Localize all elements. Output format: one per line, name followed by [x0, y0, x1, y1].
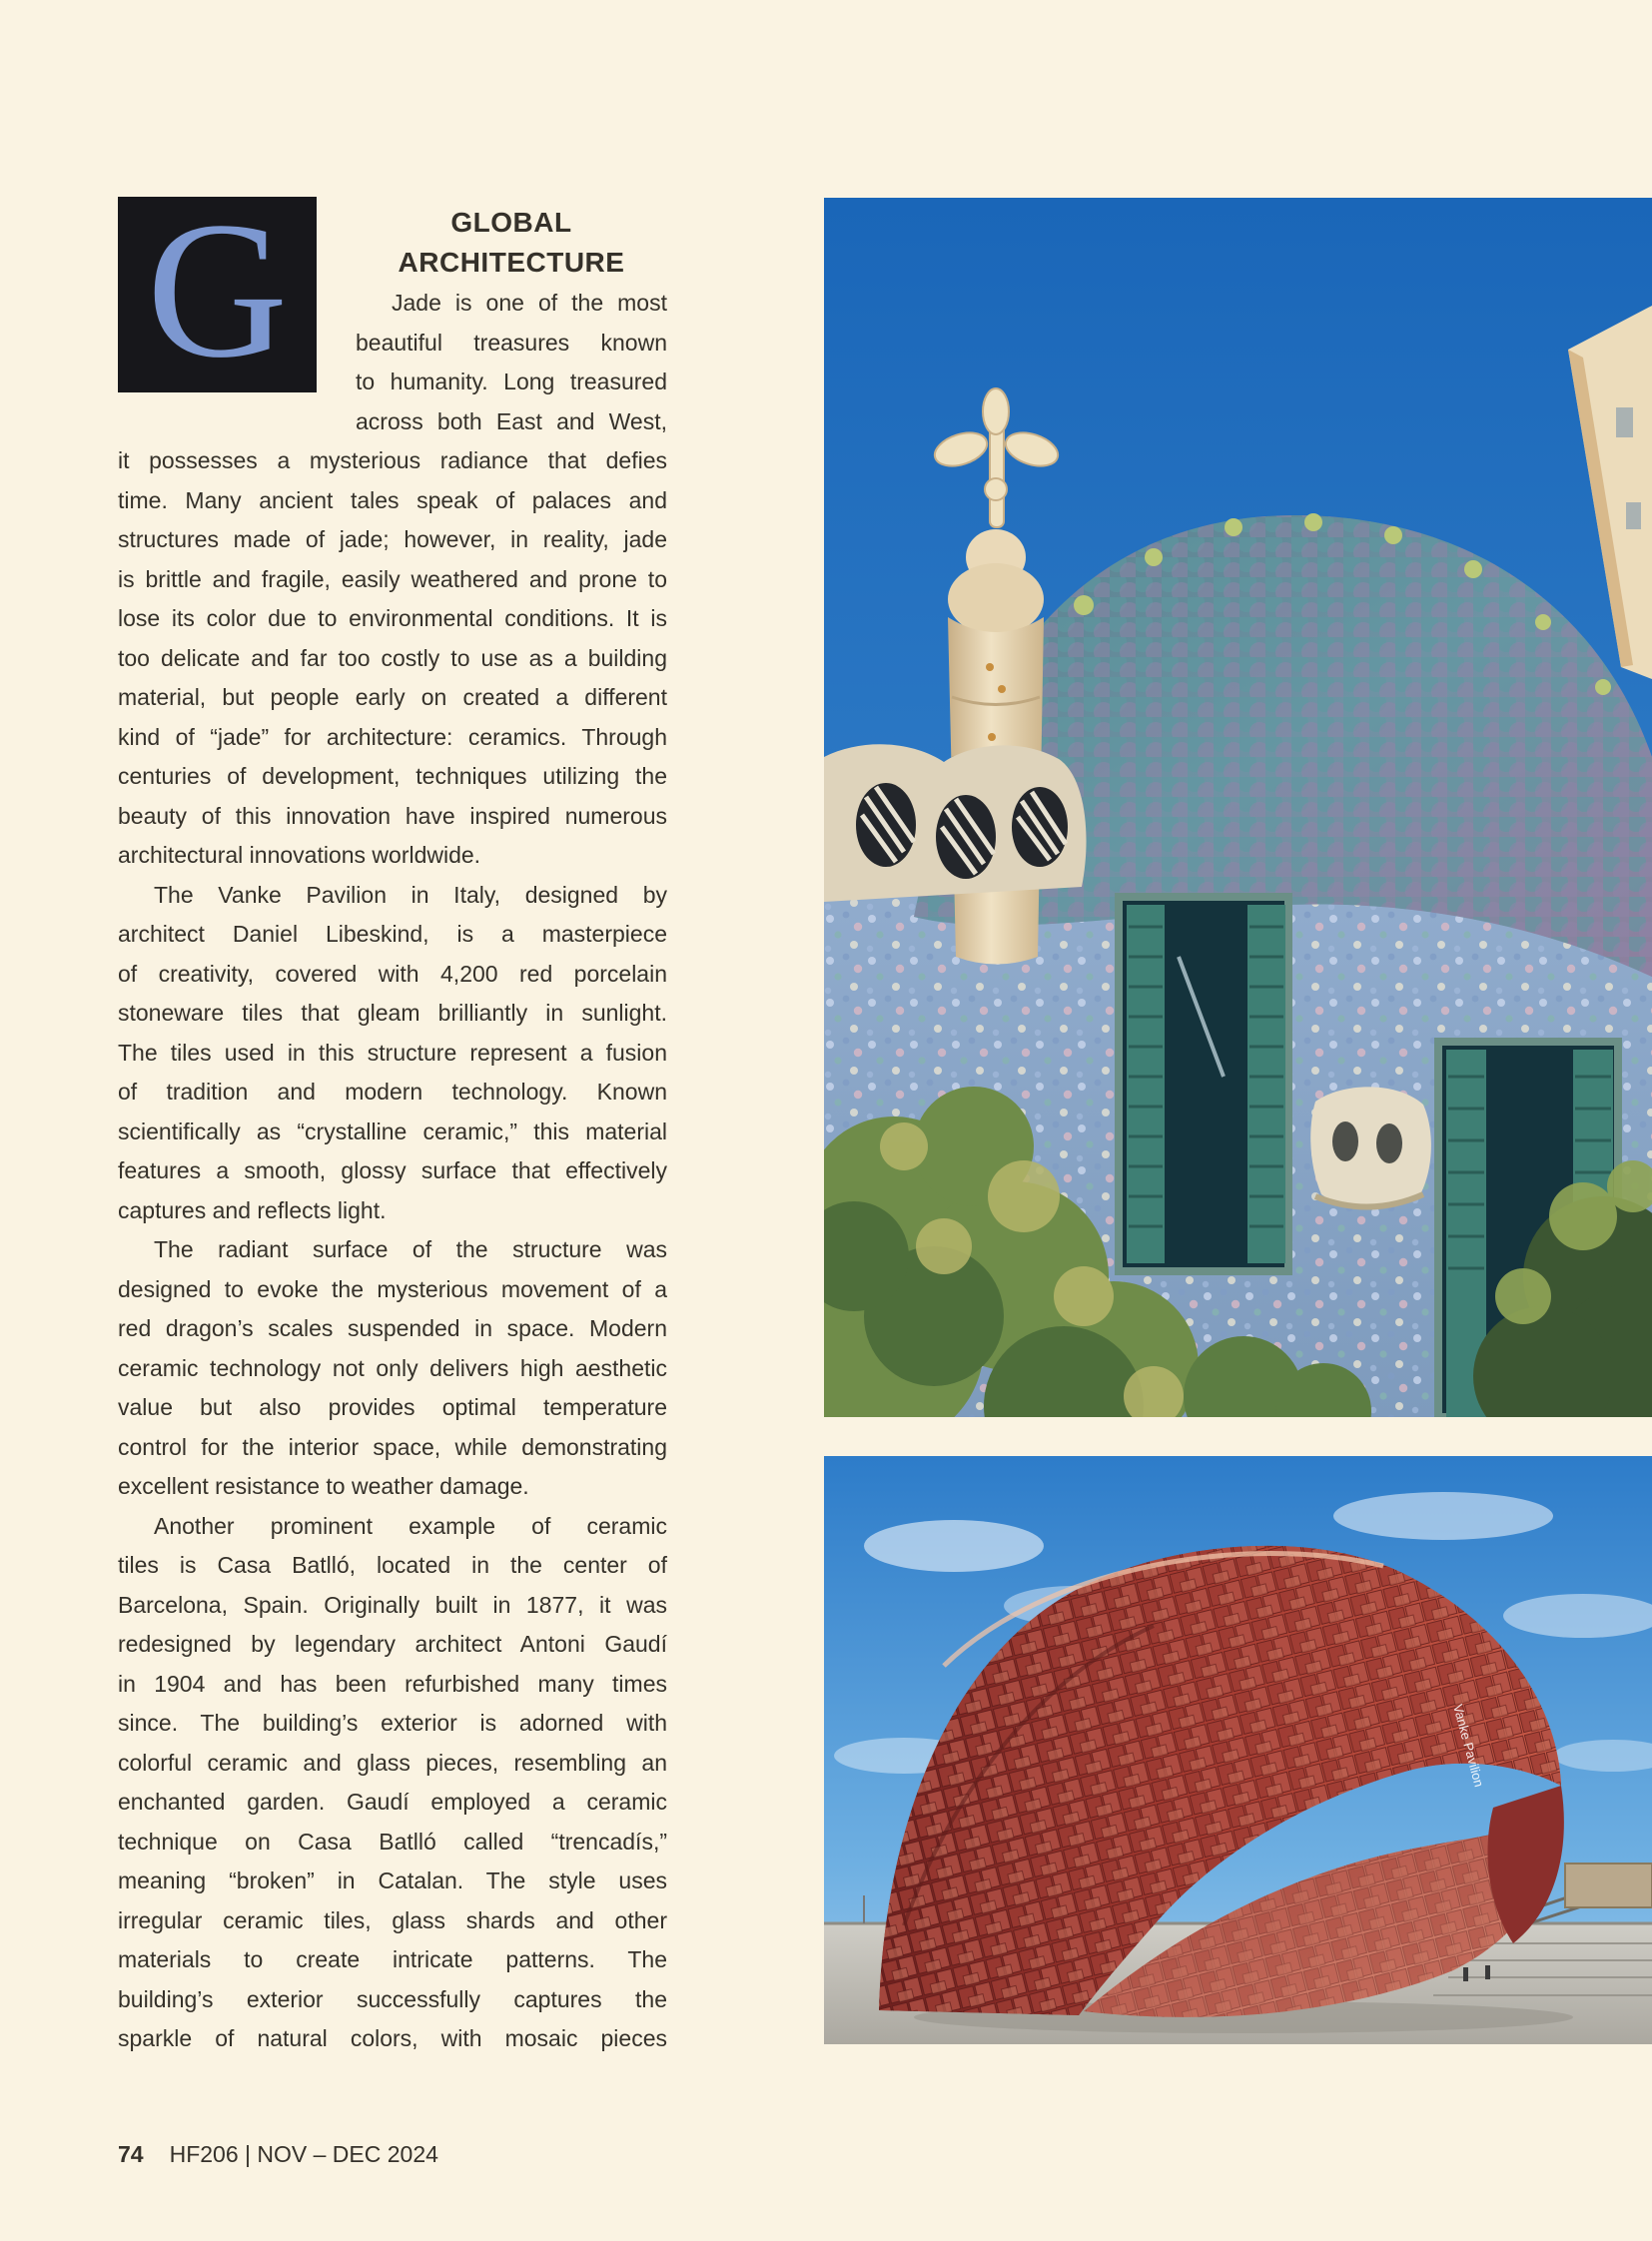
- text-line: structures made of jade; however, in reality, jade: [118, 526, 667, 552]
- text-line: meaning “broken” in Catalan. The style uses: [118, 1868, 667, 1893]
- text-line: Jade is one of the most: [392, 290, 667, 316]
- issue-info: HF206 | NOV – DEC 2024: [169, 2141, 438, 2167]
- text-line: since. The building’s exterior is adorned with: [118, 1710, 667, 1736]
- vanke-pavilion-illustration: [824, 1456, 1652, 2044]
- text-line: building’s exterior successfully captures the: [118, 1985, 667, 2012]
- text-line: value but also provides optimal temperature: [118, 1394, 667, 1420]
- text-line: irregular ceramic tiles, glass shards and other: [118, 1906, 667, 1933]
- section-title-line: GLOBAL: [450, 207, 572, 238]
- text-line: sparkle of natural colors, with mosaic pieces: [118, 2025, 667, 2051]
- text-line: Barcelona, Spain. Originally built in 1877, it was: [118, 1591, 667, 1618]
- text-line: of tradition and modern technology. Known: [118, 1079, 667, 1105]
- bone-balcony: [1310, 1087, 1431, 1207]
- hero-right: [317, 197, 667, 441]
- article-paragraph-4: [118, 1507, 667, 2059]
- text-line: is brittle and fragile, easily weathered and prone to: [118, 565, 667, 592]
- article-paragraph-3: [118, 1230, 667, 1507]
- article-hero: [118, 182, 667, 441]
- text-line: The radiant surface of the structure was: [154, 1236, 667, 1262]
- text-line: time. Many ancient tales speak of palaces and: [118, 486, 667, 513]
- dropcap-box: [118, 182, 317, 398]
- text-line: beautiful treasures known: [356, 329, 667, 356]
- text-line: architectural innovations worldwide.: [118, 842, 481, 868]
- casa-batllo-illustration: [824, 198, 1652, 1417]
- text-line: lose its color due to environmental conditions. It is: [118, 605, 667, 631]
- text-line: stoneware tiles that gleam brilliantly in sunlight.: [118, 1000, 667, 1026]
- article-column: [118, 182, 667, 2059]
- vanke-pavilion-photo: [824, 1456, 1652, 2044]
- text-line: in 1904 and has been refurbished many times: [118, 1670, 667, 1697]
- text-line: centuries of development, techniques utilizing the: [118, 763, 667, 789]
- text-line: designed to evoke the mysterious movement of a: [118, 1275, 667, 1302]
- text-line: kind of “jade” for architecture: ceramics. Through: [118, 723, 667, 750]
- section-title-line: ARCHITECTURE: [398, 246, 625, 278]
- text-line: The tiles used in this structure represent a fusion: [118, 1039, 667, 1066]
- text-line: architect Daniel Libeskind, is a masterpiece: [118, 921, 667, 947]
- text-line: features a smooth, glossy surface that effectively: [118, 1157, 667, 1183]
- text-line: it possesses a mysterious radiance that defies: [118, 447, 667, 473]
- text-line: captures and reflects light.: [118, 1196, 387, 1223]
- text-line: too delicate and far too costly to use as a building: [118, 644, 667, 671]
- text-line: beauty of this innovation have inspired numerous: [118, 802, 667, 829]
- text-line: of creativity, covered with 4,200 red porcelain: [118, 960, 667, 987]
- text-line: scientifically as “crystalline ceramic,” this material: [118, 1118, 667, 1144]
- text-line: The Vanke Pavilion in Italy, designed by: [154, 881, 667, 908]
- text-line: technique on Casa Batlló called “trencadís,”: [118, 1828, 667, 1855]
- text-line: ceramic technology not only delivers high aesthetic: [118, 1354, 667, 1381]
- text-line: across both East and West,: [356, 407, 667, 434]
- text-line: materials to create intricate patterns. The: [118, 1946, 667, 1972]
- text-line: material, but people early on created a different: [118, 684, 667, 710]
- text-line: enchanted garden. Gaudí employed a ceramic: [118, 1789, 667, 1815]
- text-line: excellent resistance to weather damage.: [118, 1473, 529, 1499]
- casa-batllo-photo: [824, 198, 1652, 1417]
- text-line: tiles is Casa Batlló, located in the center of: [118, 1552, 667, 1578]
- section-title: [356, 203, 667, 282]
- dropcap-letter: G: [146, 182, 289, 398]
- text-line: Another prominent example of ceramic: [154, 1512, 667, 1539]
- center-window: [1119, 897, 1288, 1271]
- article-intro: [356, 284, 667, 441]
- oval-window-canopy: [824, 744, 1087, 902]
- text-line: redesigned by legendary architect Antoni Gaudí: [118, 1631, 667, 1657]
- page-number: 74: [118, 2141, 144, 2167]
- text-line: to humanity. Long treasured: [356, 369, 667, 394]
- article-paragraph-2: [118, 876, 667, 1231]
- text-line: red dragon’s scales suspended in space. Modern: [118, 1315, 667, 1341]
- text-line: colorful ceramic and glass pieces, resembling an: [118, 1749, 667, 1776]
- pavilion-name-label: Vanke Pavilion: [1450, 1702, 1487, 1789]
- text-line: control for the interior space, while demonstrating: [118, 1433, 667, 1460]
- page-footer: [118, 2139, 438, 2169]
- article-paragraph-1: [118, 441, 667, 876]
